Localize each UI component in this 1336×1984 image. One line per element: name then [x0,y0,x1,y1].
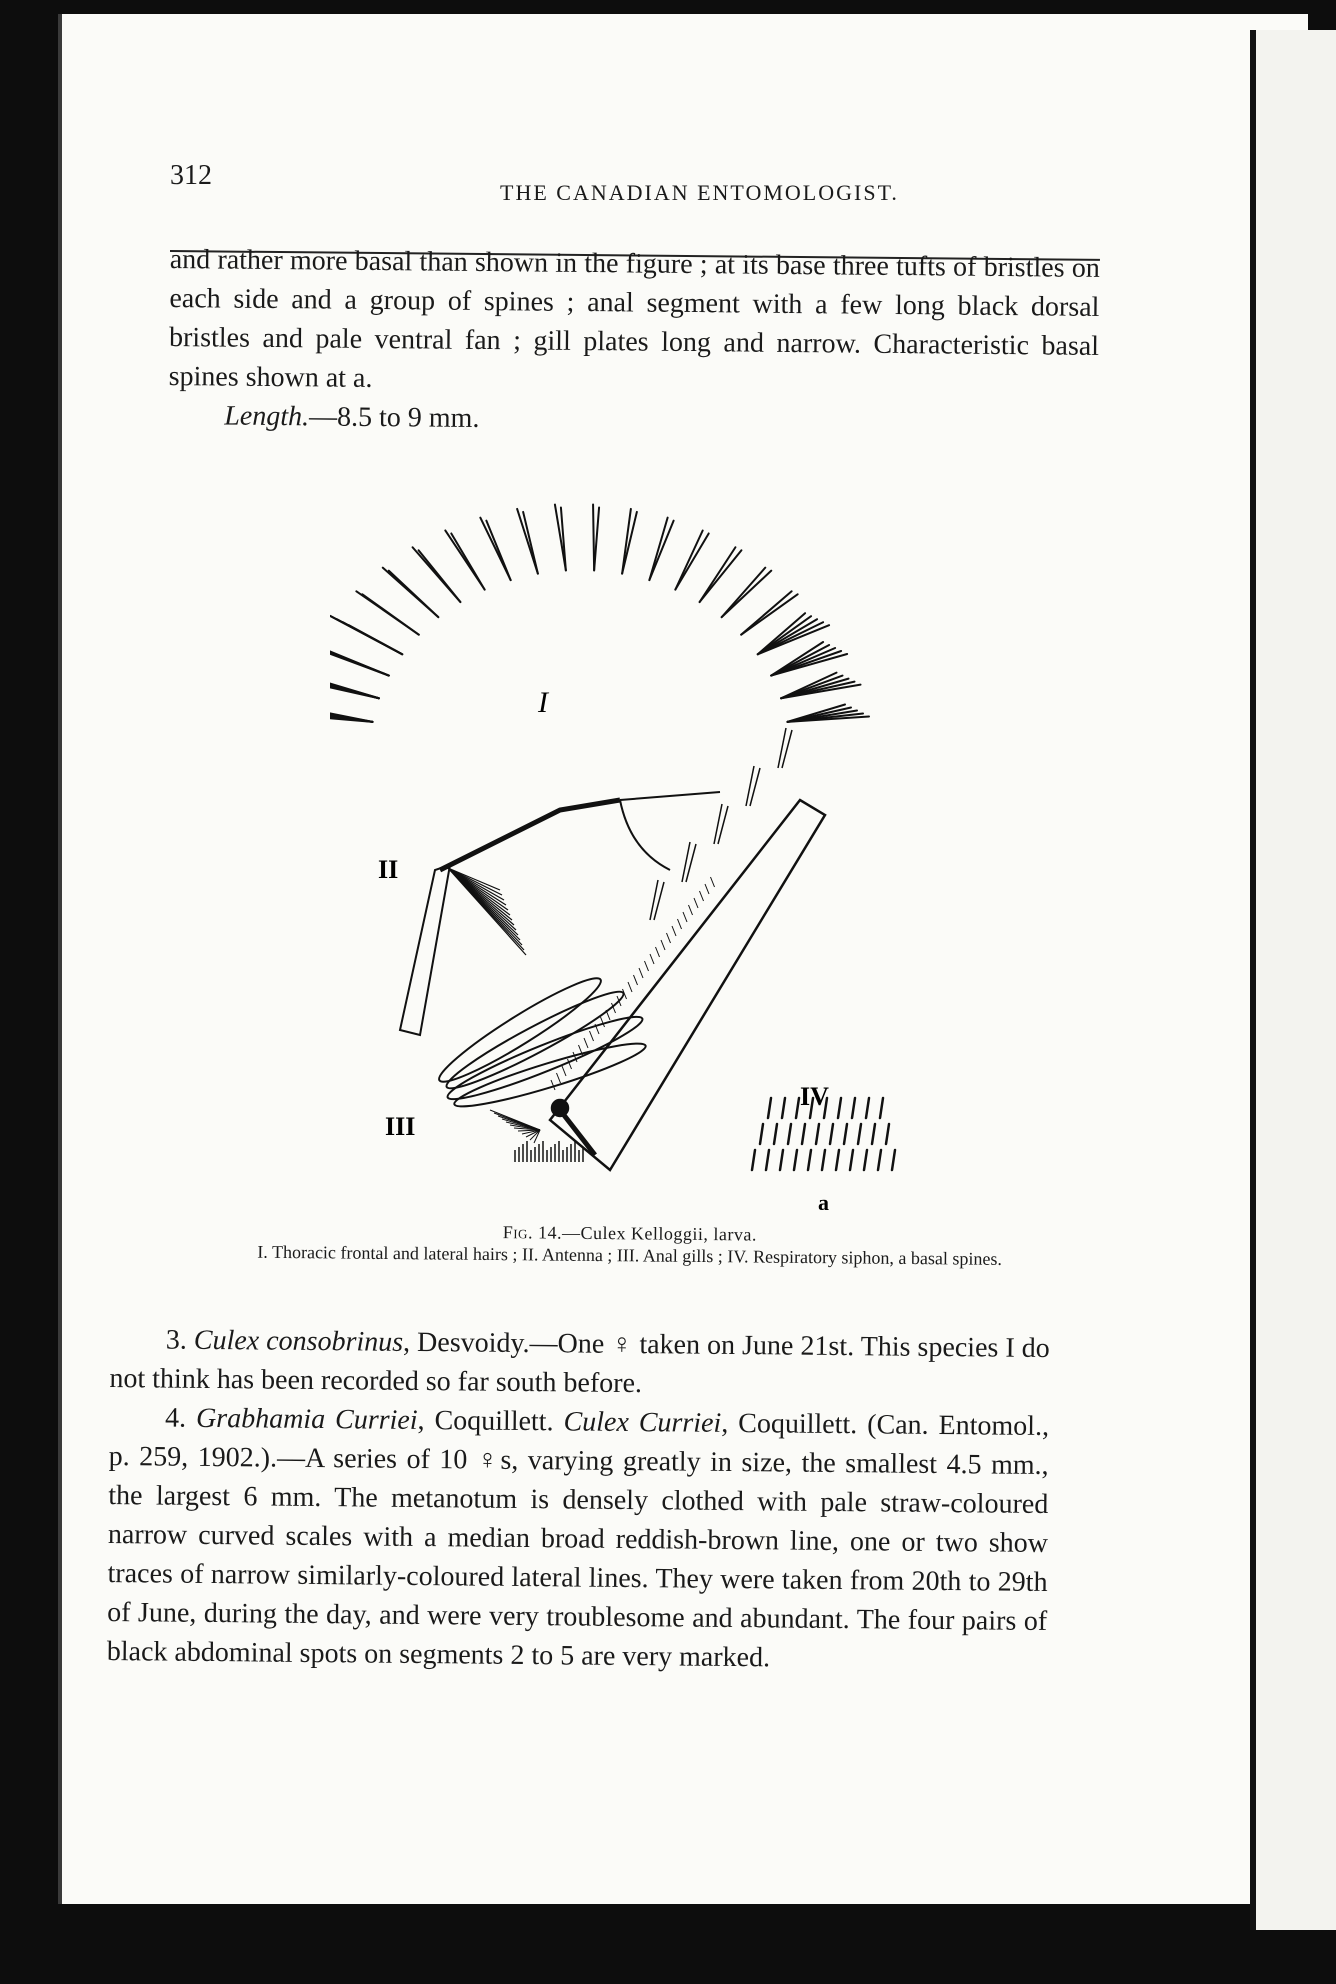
hair-stroke [838,1098,841,1118]
hair-stroke [650,880,658,920]
hair-stroke [778,728,786,768]
hair-stroke [330,642,389,676]
hair-stroke [617,996,621,1006]
hair-stroke [330,645,389,676]
label-I: I [538,686,548,719]
hair-stroke [667,933,671,943]
hair-stroke [886,1124,889,1144]
hair-stroke [649,521,673,580]
hair-stroke [675,530,702,589]
hair-stroke [601,1017,605,1027]
hair-stroke [844,1124,847,1144]
hair-stroke [718,806,728,844]
hair-stroke [830,1124,833,1144]
hair-stroke [650,954,654,964]
larva-illustration [330,470,980,1220]
hair-stroke [683,912,687,922]
hair-stroke [788,1124,791,1144]
hair-stroke [752,1150,755,1170]
caption-fig-label: Fig. 14. [502,1222,563,1243]
antenna-drawing [400,792,720,1035]
caption-fig-title: —Culex Kelloggii, larva. [561,1222,758,1245]
hair-stroke [850,1150,853,1170]
hair-stroke [645,961,649,971]
p4-number: 4. [164,1402,197,1434]
hair-stroke [872,1124,875,1144]
figure-caption [180,1218,1080,1271]
hair-stroke [866,1098,869,1118]
p3-species: Culex consobrinus [193,1324,404,1358]
hair-stroke [700,550,742,602]
hair-stroke [741,594,797,634]
length-value: —8.5 to 9 mm. [308,401,480,434]
hair-stroke [656,947,660,957]
p4-species: Grabhamia Curriei [195,1402,418,1436]
label-II: II [378,855,399,884]
hair-stroke [694,898,698,908]
hair-stroke [774,1124,777,1144]
hair-stroke [634,975,638,985]
text-block-bottom [107,1320,1050,1680]
hair-stroke [594,508,599,571]
length-label: Length. [224,400,310,433]
hair-stroke [486,521,510,580]
hair-stroke [711,877,715,887]
hair-stroke [864,1150,867,1170]
caption-legend: I. Thoracic frontal and lateral hairs ; II. Antenna ; III. Anal gills ; IV. Respiratory siphon, a basal spines. [257,1241,1003,1269]
hair-stroke [705,884,709,894]
hair-stroke [649,518,667,580]
hair-stroke [661,940,665,950]
hair-stroke [852,1098,855,1118]
thoracic-hairs-drawing [330,505,869,722]
page-header [170,150,1170,220]
hair-stroke [628,982,632,992]
hair-stroke [822,1150,825,1170]
p3-number: 3. [165,1324,195,1356]
p4-text: , Coquillett. (Can. Entomol., p. 259, 1902.).—A series of 10 ♀s, varying greatly in size, the smallest 4.5 mm., the largest 6 mm. The metanotum is densely clothed with pale straw-coloured narrow curved scales with a median broad reddish-brown line, one or two show traces of narrow similarly-coloured lateral lines. They were taken from 20th to 29th of June, during the day, and were very troublesome and abundant. The four pairs of black abdominal spots on segments 2 to 5 are very marked. [106,1407,1050,1674]
hair-stroke [858,1124,861,1144]
paragraph-3 [109,1320,1050,1407]
hair-stroke [794,1150,797,1170]
hair-stroke [584,1038,588,1048]
hair-stroke [562,1066,566,1076]
figure-larva [330,470,980,1220]
hair-stroke [419,550,461,602]
running-title: THE CANADIAN ENTOMOLOGIST. [500,180,899,205]
hair-stroke [451,533,484,589]
hair-stroke [714,804,722,844]
p4-author: , Coquillett. [417,1404,564,1438]
hair-stroke [768,1098,771,1118]
hair-stroke [816,1124,819,1144]
hair-stroke [796,1098,799,1118]
hair-stroke [880,1098,883,1118]
hair-stroke [331,654,389,676]
hair-stroke [557,1073,561,1083]
hair-stroke [802,1124,805,1144]
hair-stroke [349,625,402,654]
hair-stroke [639,968,643,978]
hair-stroke [760,1124,763,1144]
hair-stroke [700,891,704,901]
label-III: III [385,1112,416,1141]
label-a: a [818,1190,829,1215]
hair-stroke [682,842,690,882]
hair-stroke [808,1150,811,1170]
p3-text: , Desvoidy.—One ♀ taken on June 21st. This species I do not think has been recorded so far south before. [109,1326,1050,1400]
page-number: 312 [170,160,212,191]
hair-stroke [722,571,772,618]
hair-stroke [892,1150,895,1170]
hair-stroke [782,730,792,768]
hair-stroke [362,594,418,634]
hair-stroke [836,1150,839,1170]
hair-stroke [590,1031,594,1041]
hair-stroke [878,1150,881,1170]
hair-stroke [746,766,754,806]
p4-synonym: Culex Curriei [563,1406,722,1439]
hair-stroke [766,1150,769,1170]
hair-stroke [523,512,538,574]
text-block-top [168,240,1100,444]
label-IV: IV [800,1082,829,1111]
paragraph-description: and rather more basal than shown in the figure ; at its base three tufts of bristles on each side and a group of spines ; anal segment with a few long black dorsal bristles and pale ventral fan ; gill plates long and narrow. Characteristic basal spines shown at a. [168,243,1100,394]
anal-gills-drawing [432,968,649,1116]
hair-stroke [448,868,526,955]
hair-stroke [750,768,760,806]
hair-stroke [782,1098,785,1118]
hair-stroke [689,905,693,915]
hair-stroke [654,882,664,920]
hair-stroke [678,919,682,929]
hair-stroke [675,533,708,589]
hair-stroke [780,1150,783,1170]
hair-stroke [686,844,696,882]
hair-stroke [672,926,676,936]
facing-page-edge [1250,30,1336,1930]
hair-stroke [551,1080,555,1090]
paragraph-4 [107,1398,1050,1680]
hair-stroke [389,571,439,618]
